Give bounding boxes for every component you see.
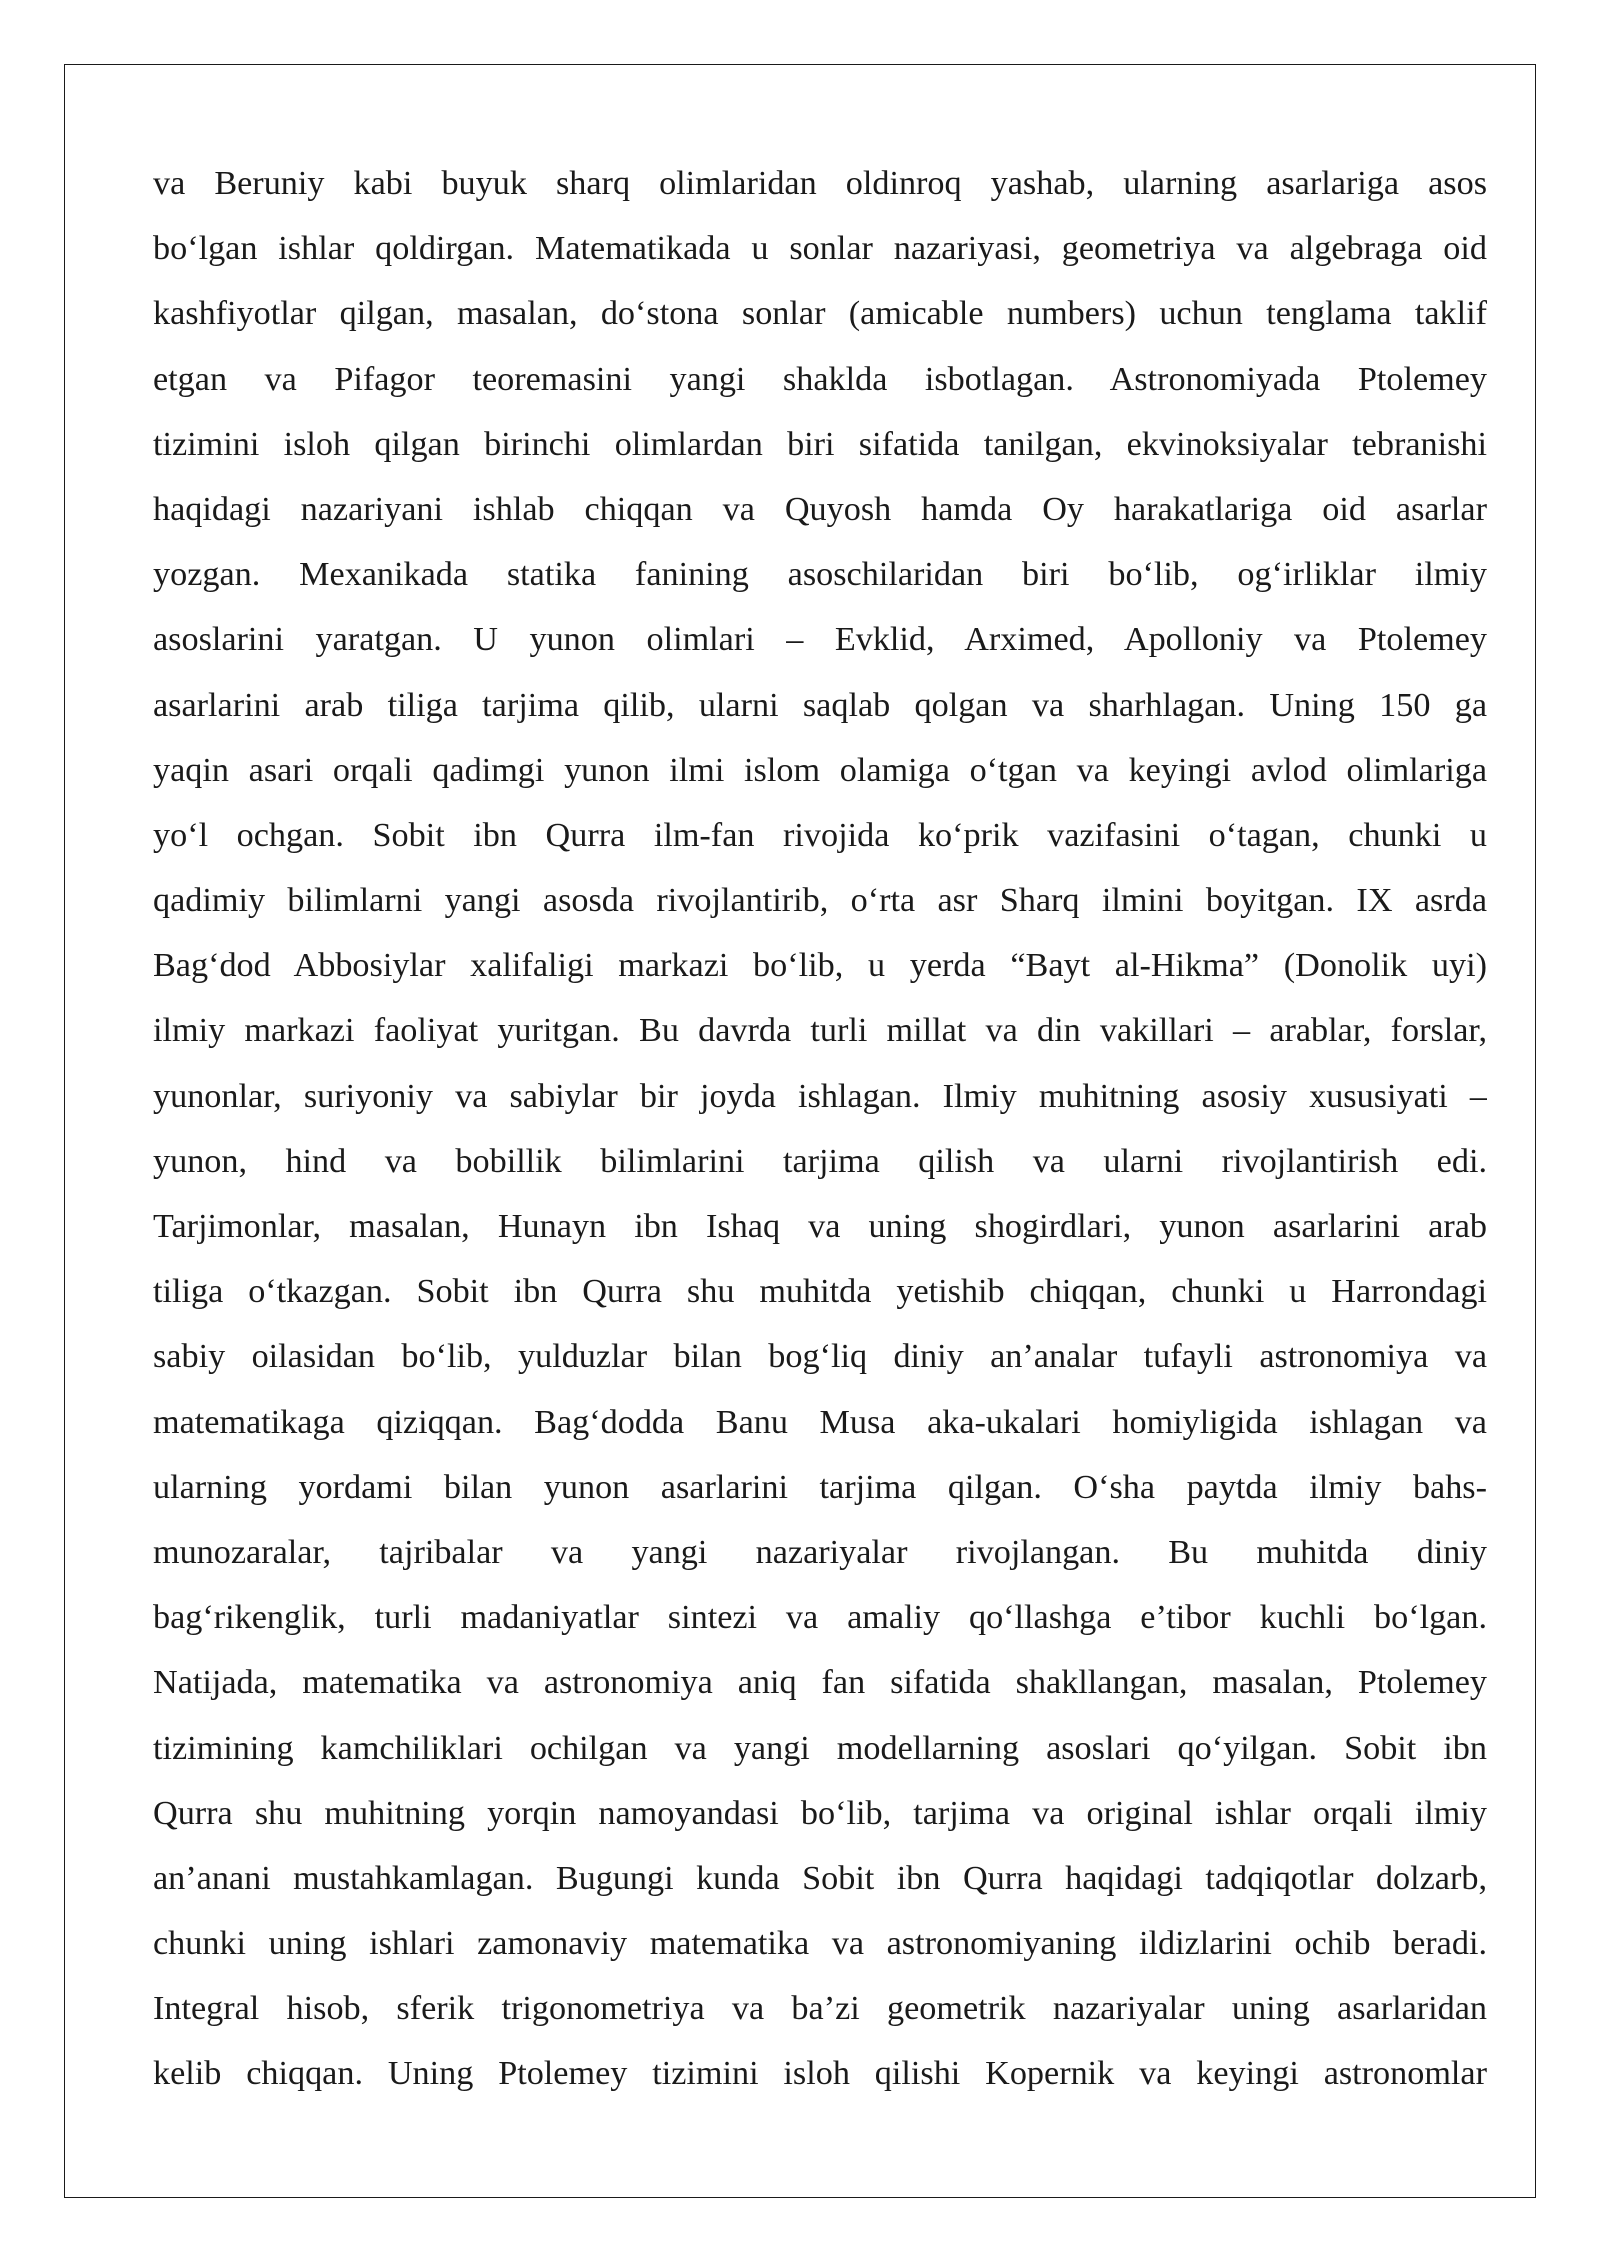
text-line: Natijada, matematika va astronomiya aniq fan sifatida shakllangan, masalan, Ptolemey	[153, 1664, 1487, 1702]
text-line: Integral hisob, sferik trigonometriya va ba’zi geometrik nazariyalar uning asarlaridan	[153, 1990, 1487, 2028]
text-line: yunonlar, suriyoniy va sabiylar bir joyda ishlagan. Ilmiy muhitning asosiy xususiyati –	[153, 1077, 1487, 1115]
text-line: yunon, hind va bobillik bilimlarini tarjima qilish va ularni rivojlantirish edi.	[153, 1142, 1487, 1180]
text-line: Tarjimonlar, masalan, Hunayn ibn Ishaq va uning shogirdlari, yunon asarlarini arab	[153, 1208, 1487, 1245]
text-line: Bag‘dod Abbosiylar xalifaligi markazi bo‘lib, u yerda “Bayt al-Hikma” (Donolik uyi)	[153, 947, 1487, 985]
text-line: an’anani mustahkamlagan. Bugungi kunda Sobit ibn Qurra haqidagi tadqiqotlar dolzarb,	[153, 1859, 1487, 1897]
text-line: yaqin asari orqali qadimgi yunon ilmi islom olamiga o‘tgan va keyingi avlod olimlariga	[153, 751, 1487, 789]
body-text	[153, 151, 1487, 2107]
text-line: bag‘rikenglik, turli madaniyatlar sintezi va amaliy qo‘llashga e’tibor kuchli bo‘lgan.	[153, 1599, 1487, 1637]
text-line: Qurra shu muhitning yorqin namoyandasi bo‘lib, tarjima va original ishlar orqali ilmiy	[153, 1794, 1487, 1832]
text-line: tizimining kamchiliklari ochilgan va yangi modellarning asoslari qo‘yilgan. Sobit ibn	[153, 1729, 1487, 1767]
text-line: asoslarini yaratgan. U yunon olimlari – Evklid, Arximed, Apolloniy va Ptolemey	[153, 621, 1487, 659]
text-line: asarlarini arab tiliga tarjima qilib, ularni saqlab qolgan va sharhlagan. Uning 150 ga	[153, 686, 1487, 724]
text-line: tizimini isloh qilgan birinchi olimlardan biri sifatida tanilgan, ekvinoksiyalar tebranishi	[153, 425, 1487, 463]
text-line: munozaralar, tajribalar va yangi nazariyalar rivojlangan. Bu muhitda diniy	[153, 1533, 1487, 1571]
text-line: bo‘lgan ishlar qoldirgan. Matematikada u sonlar nazariyasi, geometriya va algebraga oid	[153, 230, 1487, 268]
text-line: yozgan. Mexanikada statika fanining asoschilaridan biri bo‘lib, og‘irliklar ilmiy	[153, 556, 1487, 594]
text-line: etgan va Pifagor teoremasini yangi shaklda isbotlagan. Astronomiyada Ptolemey	[153, 360, 1487, 398]
text-line: tiliga o‘tkazgan. Sobit ibn Qurra shu muhitda yetishib chiqqan, chunki u Harrondagi	[153, 1273, 1487, 1311]
text-line: va Beruniy kabi buyuk sharq olimlaridan oldinroq yashab, ularning asarlariga asos	[153, 165, 1487, 202]
text-line: ilmiy markazi faoliyat yuritgan. Bu davrda turli millat va din vakillari – arablar, forslar,	[153, 1012, 1487, 1050]
text-line: haqidagi nazariyani ishlab chiqqan va Quyosh hamda Oy harakatlariga oid asarlar	[153, 490, 1487, 528]
text-line: ularning yordami bilan yunon asarlarini tarjima qilgan. O‘sha paytda ilmiy bahs-	[153, 1468, 1487, 1506]
text-line: qadimiy bilimlarni yangi asosda rivojlantirib, o‘rta asr Sharq ilmini boyitgan. IX asrda	[153, 882, 1487, 920]
text-line: yo‘l ochgan. Sobit ibn Qurra ilm-fan rivojida ko‘prik vazifasini o‘tagan, chunki u	[153, 816, 1487, 854]
text-line: kelib chiqqan. Uning Ptolemey tizimini isloh qilishi Kopernik va keyingi astronomlar	[153, 2055, 1487, 2093]
text-line: kashfiyotlar qilgan, masalan, do‘stona sonlar (amicable numbers) uchun tenglama taklif	[153, 295, 1487, 333]
text-line: matematikaga qiziqqan. Bag‘dodda Banu Musa aka-ukalari homiyligida ishlagan va	[153, 1403, 1487, 1441]
text-line: chunki uning ishlari zamonaviy matematika va astronomiyaning ildizlarini ochib beradi.	[153, 1925, 1487, 1963]
text-line: sabiy oilasidan bo‘lib, yulduzlar bilan bog‘liq diniy an’analar tufayli astronomiya va	[153, 1338, 1487, 1376]
